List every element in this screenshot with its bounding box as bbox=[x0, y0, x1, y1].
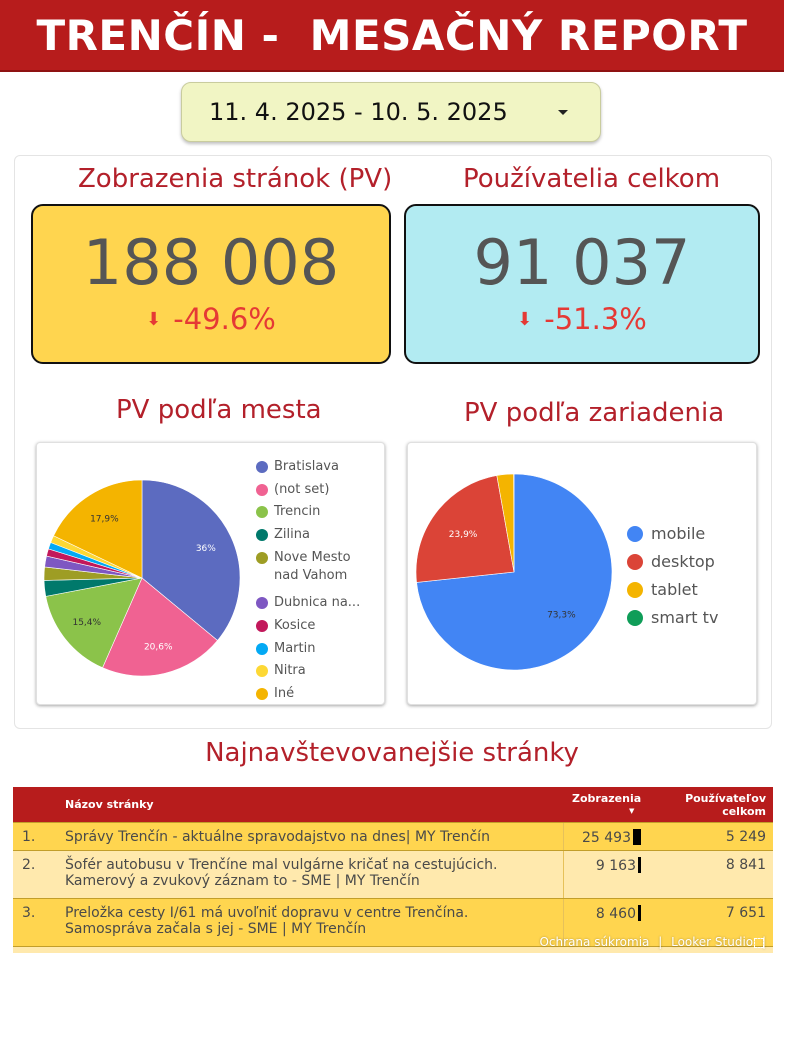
legend-swatch bbox=[627, 610, 643, 626]
footer-separator: | bbox=[658, 935, 663, 949]
report-title: TRENČÍN - MESAČNÝ REPORT bbox=[36, 10, 748, 60]
pageviews-delta-value: -49.6% bbox=[173, 302, 276, 336]
pageviews-value: 188 008 bbox=[82, 226, 340, 299]
row-page-title-line: Samospráva začala s jej - SME | MY Trenčín bbox=[65, 921, 367, 937]
pie-data-label: 15,4% bbox=[72, 617, 102, 628]
city-pie-card bbox=[36, 442, 385, 705]
row-page-title-line: Šofér autobusu v Trenčíne mal vulgárne kričať na cestujúcich. bbox=[65, 857, 498, 873]
legend-item-label[interactable]: desktop bbox=[651, 552, 715, 571]
legend-swatch bbox=[256, 552, 268, 564]
pageviews-title: Zobrazenia stránok (PV) bbox=[78, 164, 393, 194]
table-header bbox=[13, 787, 773, 822]
privacy-link[interactable]: Ochrana súkromia bbox=[539, 935, 650, 949]
legend-item-label[interactable]: Zilina bbox=[274, 527, 310, 543]
row-page-title[interactable] bbox=[65, 905, 555, 937]
pie-data-label: 73,3% bbox=[547, 610, 576, 621]
column-header-users[interactable] bbox=[666, 792, 766, 818]
column-divider bbox=[563, 851, 564, 899]
report-header bbox=[0, 0, 784, 72]
device-pie-card bbox=[407, 442, 757, 705]
row-users: 5 249 bbox=[725, 829, 766, 845]
users-scorecard bbox=[404, 204, 760, 364]
users-delta bbox=[406, 302, 758, 336]
legend-item-label[interactable]: (not set) bbox=[274, 481, 330, 497]
row-rank: 3. bbox=[22, 905, 36, 921]
row-views bbox=[573, 905, 641, 922]
legend-item-label[interactable]: Trencin bbox=[274, 504, 321, 520]
legend-item-label[interactable]: Martin bbox=[274, 640, 316, 656]
table-row[interactable] bbox=[13, 850, 773, 899]
users-delta-value: -51.3% bbox=[544, 302, 647, 336]
column-header-name[interactable]: Názov stránky bbox=[65, 798, 154, 811]
legend-item-label[interactable]: nad Vahom bbox=[274, 567, 348, 583]
column-header-users-line2: celkom bbox=[722, 805, 766, 818]
footer-links bbox=[539, 935, 766, 949]
legend-swatch bbox=[256, 643, 268, 655]
legend-swatch bbox=[256, 688, 268, 700]
row-users: 8 841 bbox=[725, 857, 766, 873]
legend-item-label[interactable]: tablet bbox=[651, 580, 698, 599]
legend-swatch bbox=[256, 620, 268, 632]
users-title: Používatelia celkom bbox=[463, 164, 721, 194]
footer-separator: | bbox=[761, 935, 766, 949]
looker-studio-link[interactable]: Looker Studio bbox=[671, 935, 754, 949]
legend-swatch bbox=[256, 461, 268, 473]
legend-swatch bbox=[627, 582, 643, 598]
column-header-views[interactable]: Zobrazenia bbox=[572, 792, 642, 805]
pageviews-scorecard bbox=[31, 204, 391, 364]
legend-swatch bbox=[627, 526, 643, 542]
row-rank: 1. bbox=[22, 829, 36, 845]
legend-swatch bbox=[256, 484, 268, 496]
row-page-title[interactable] bbox=[65, 829, 555, 845]
table-row[interactable] bbox=[13, 822, 773, 851]
legend-item-label[interactable]: mobile bbox=[651, 524, 706, 543]
legend-item-label[interactable]: Nove Mesto bbox=[274, 549, 351, 565]
row-views-value: 25 493 bbox=[582, 830, 631, 846]
legend-item-label[interactable]: Iné bbox=[274, 686, 295, 702]
row-views-value: 9 163 bbox=[595, 858, 636, 874]
date-range-value: 11. 4. 2025 - 10. 5. 2025 bbox=[209, 98, 508, 126]
pie-data-label: 36% bbox=[195, 543, 216, 554]
pageviews-delta bbox=[33, 302, 389, 336]
summary-panel bbox=[14, 155, 772, 729]
row-page-title[interactable] bbox=[65, 857, 555, 889]
row-views bbox=[573, 829, 641, 846]
legend-item-label[interactable]: Nitra bbox=[274, 663, 306, 679]
row-users: 7 651 bbox=[725, 905, 766, 921]
row-views-bar bbox=[638, 905, 641, 921]
row-views bbox=[573, 857, 641, 874]
column-header-users-line1: Používateľov bbox=[685, 792, 766, 805]
legend-item-label[interactable]: Kosice bbox=[274, 618, 316, 633]
device-chart-title: PV podľa zariadenia bbox=[464, 398, 725, 428]
row-rank: 2. bbox=[22, 857, 36, 873]
fullscreen-icon[interactable] bbox=[754, 938, 764, 948]
users-value: 91 037 bbox=[473, 226, 691, 299]
arrow-down-icon: ⬇ bbox=[517, 309, 533, 330]
date-range-picker[interactable] bbox=[181, 82, 601, 142]
column-divider bbox=[563, 823, 564, 851]
top-pages-table bbox=[13, 787, 773, 953]
device-pie-chart[interactable] bbox=[408, 443, 758, 706]
legend-item-label[interactable]: Bratislava bbox=[274, 459, 339, 474]
sort-desc-icon[interactable]: ▼ bbox=[629, 807, 635, 815]
legend-item-label[interactable]: Dubnica na... bbox=[274, 595, 361, 611]
legend-swatch bbox=[256, 529, 268, 541]
row-views-value: 8 460 bbox=[595, 906, 636, 922]
top-pages-title: Najnavštevovanejšie stránky bbox=[205, 738, 579, 768]
legend-swatch bbox=[627, 554, 643, 570]
caret-down-icon bbox=[558, 110, 568, 115]
pie-data-label: 20,6% bbox=[143, 642, 173, 653]
city-chart-title: PV podľa mesta bbox=[116, 395, 322, 425]
row-views-bar bbox=[638, 857, 641, 873]
arrow-down-icon: ⬇ bbox=[146, 309, 162, 330]
legend-item-label[interactable]: smart tv bbox=[651, 608, 719, 627]
row-page-title-line: Kamerový a zvukový záznam to - SME | MY Trenčín bbox=[65, 873, 420, 889]
pie-data-label: 17,9% bbox=[90, 514, 119, 525]
row-views-bar bbox=[633, 829, 641, 845]
row-page-title-line: Správy Trenčín - aktuálne spravodajstvo na dnes| MY Trenčín bbox=[65, 829, 490, 845]
row-page-title-line: Preložka cesty I/61 má uvoľniť dopravu v centre Trenčína. bbox=[65, 905, 469, 921]
pie-data-label: 23,9% bbox=[448, 529, 478, 540]
